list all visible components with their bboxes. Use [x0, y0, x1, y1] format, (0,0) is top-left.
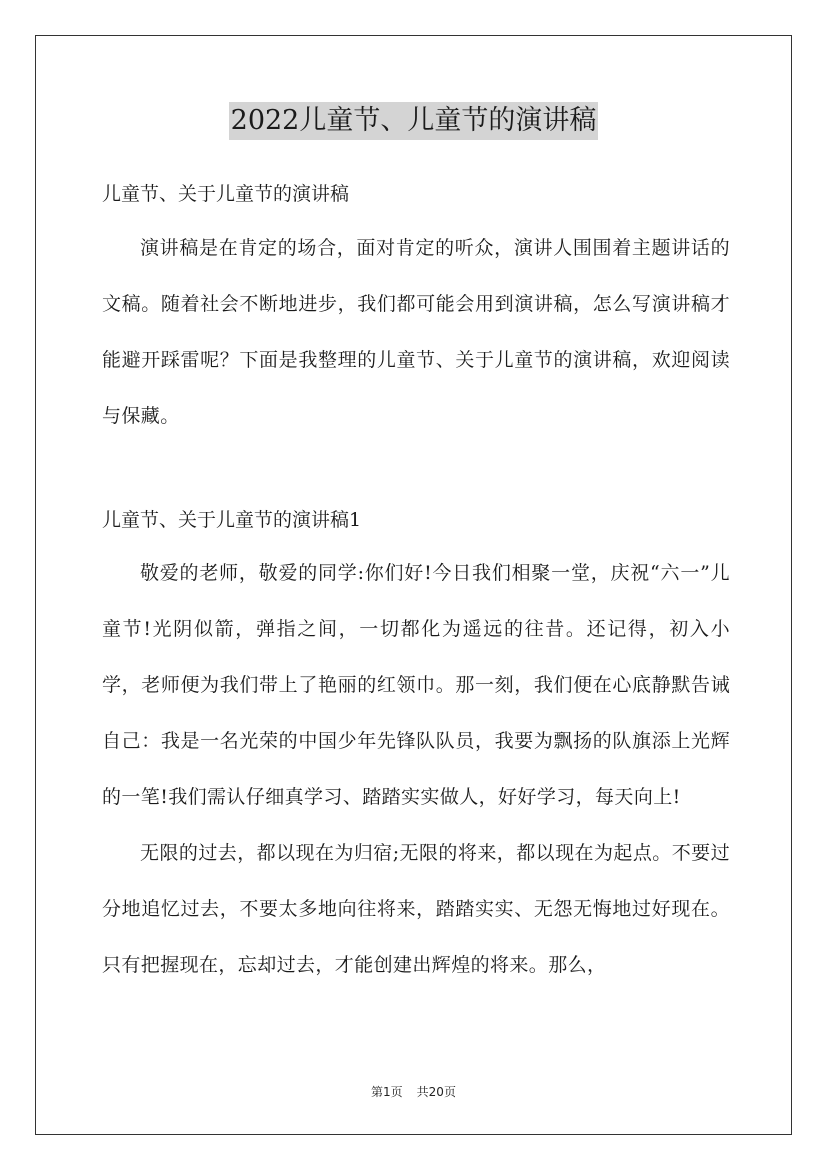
- intro-block: [102, 220, 730, 444]
- page-footer: [0, 1084, 827, 1100]
- page-number: 第1页: [371, 1085, 403, 1099]
- speech-paragraph-2: 无限的过去，都以现在为归宿;无限的将来，都以现在为起点。不要过分地追忆过去，不要太多地向往将来，踏踏实实、无怨无悔地过好现在。只有把握现在，忘却过去，才能创建出辉煌的将来。那么，: [102, 842, 730, 976]
- title-container: [0, 102, 827, 140]
- section-heading: 儿童节、关于儿童节的演讲稿: [102, 183, 350, 205]
- speech-block: [102, 545, 730, 993]
- document-title: 2022儿童节、儿童节的演讲稿: [229, 102, 599, 140]
- speech-heading: 儿童节、关于儿童节的演讲稿1: [102, 509, 362, 531]
- speech-paragraph-1: 敬爱的老师，敬爱的同学:你们好!今日我们相聚一堂，庆祝“六一”儿童节!光阴似箭，弹指之间，一切都化为遥远的往昔。还记得，初入小学，老师便为我们带上了艳丽的红领巾。那一刻，我们便在心底静默告诫自己：我是一名光荣的中国少年先锋队队员，我要为飘扬的队旗添上光辉的一笔!我们需认仔细真学习、踏踏实实做人，好好学习，每天向上!: [102, 562, 730, 808]
- page-total: 共20页: [416, 1085, 456, 1099]
- intro-paragraph: 演讲稿是在肯定的场合，面对肯定的听众，演讲人围围着主题讲话的文稿。随着社会不断地进步，我们都可能会用到演讲稿，怎么写演讲稿才能避开踩雷呢？下面是我整理的儿童节、关于儿童节的演讲稿，欢迎阅读与保藏。: [102, 237, 730, 427]
